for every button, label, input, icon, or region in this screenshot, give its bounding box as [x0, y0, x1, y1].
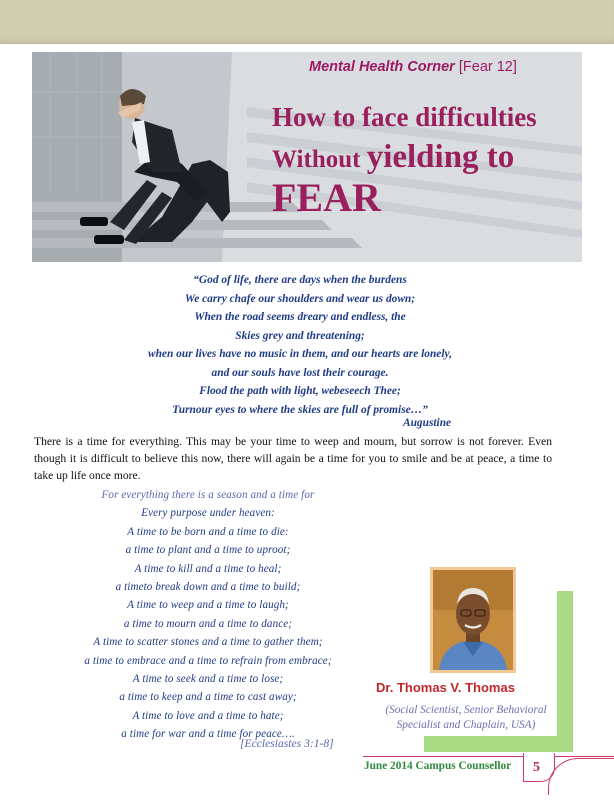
footer-publication: June 2014 Campus Counsellor	[364, 760, 512, 772]
poem-line: For everything there is a season and a time for	[101, 489, 315, 501]
section-kicker	[309, 59, 517, 75]
prayer-line: and our souls have lost their courage.	[211, 366, 389, 379]
prayer-line: When the road seems dreary and endless, the	[194, 311, 406, 323]
kicker-label: Mental Health Corner	[309, 59, 455, 75]
author-name: Dr. Thomas V. Thomas	[376, 680, 515, 695]
poem-line: a timeto break down and a time to build;	[115, 581, 301, 594]
ecclesiastes-poem	[58, 486, 358, 744]
prayer-line: “God of life, there are days when the burdens	[193, 274, 407, 286]
title-line-2	[272, 141, 537, 174]
prayer-author: Augustine	[403, 417, 452, 429]
title-line-2-part-b: yielding to	[366, 139, 515, 175]
prayer-line: when our lives have no music in them, and our hearts are lonely,	[148, 348, 452, 360]
author-title	[372, 703, 560, 732]
page-title	[272, 104, 537, 218]
poem-line: A time to seek and a time to lose;	[132, 673, 284, 686]
poem-line: a time to embrace and a time to refrain from embrace;	[84, 654, 332, 667]
poem-line: A time to be born and a time to die:	[127, 525, 289, 538]
poem-line: Every purpose under heaven:	[141, 507, 275, 520]
author-portrait-avatar	[433, 570, 513, 670]
poem-line: A time to kill and a time to heal;	[134, 562, 282, 575]
poem-line: A time to scatter stones and a time to gather them;	[93, 636, 323, 649]
page-number: 5	[533, 760, 540, 775]
author-title-line: Specialist and Chaplain, USA)	[396, 718, 536, 731]
poem-line: A time to weep and a time to laugh;	[127, 599, 289, 612]
footer-divider	[363, 756, 614, 757]
prayer-line: Skies grey and threatening;	[235, 329, 365, 342]
kicker-tag: [Fear 12]	[458, 59, 517, 75]
poem-line: a time to keep and a time to cast away;	[119, 691, 297, 704]
prayer-line: Flood the path with light, webeseech Thee;	[199, 385, 401, 397]
poem-line: a time to plant and a time to uproot;	[125, 544, 291, 557]
prayer-line: We carry chafe our shoulders and wear us down;	[184, 292, 416, 305]
decorative-green-bar-horizontal	[424, 736, 573, 752]
title-line-2-part-a: Without	[272, 146, 367, 173]
footer-corner-curve	[548, 758, 614, 795]
body-paragraph: There is a time for everything. This may be your time to weep and mourn, but sorrow is not forever. Even though it is difficult to believe this now, there will again be a time for you to smile and be at peace, a time to take up life once more.	[34, 435, 552, 483]
poem-line: a time to mourn and a time to dance;	[123, 617, 293, 630]
author-title-line: (Social Scientist, Senior Behavioral	[385, 704, 547, 716]
title-line-1: How to face difficulties	[272, 102, 537, 132]
prayer-quote	[100, 271, 500, 419]
author-photo-frame	[430, 567, 516, 673]
poem-reference: [Ecclesiastes 3:1-8]	[240, 737, 334, 750]
prayer-line: Turnour eyes to where the skies are full of promise…”	[172, 403, 428, 416]
title-line-3: FEAR	[272, 175, 381, 220]
poem-line: a time for war and a time for peace….	[121, 728, 295, 741]
poem-line: A time to love and a time to hate;	[132, 709, 284, 722]
top-band	[0, 0, 614, 44]
